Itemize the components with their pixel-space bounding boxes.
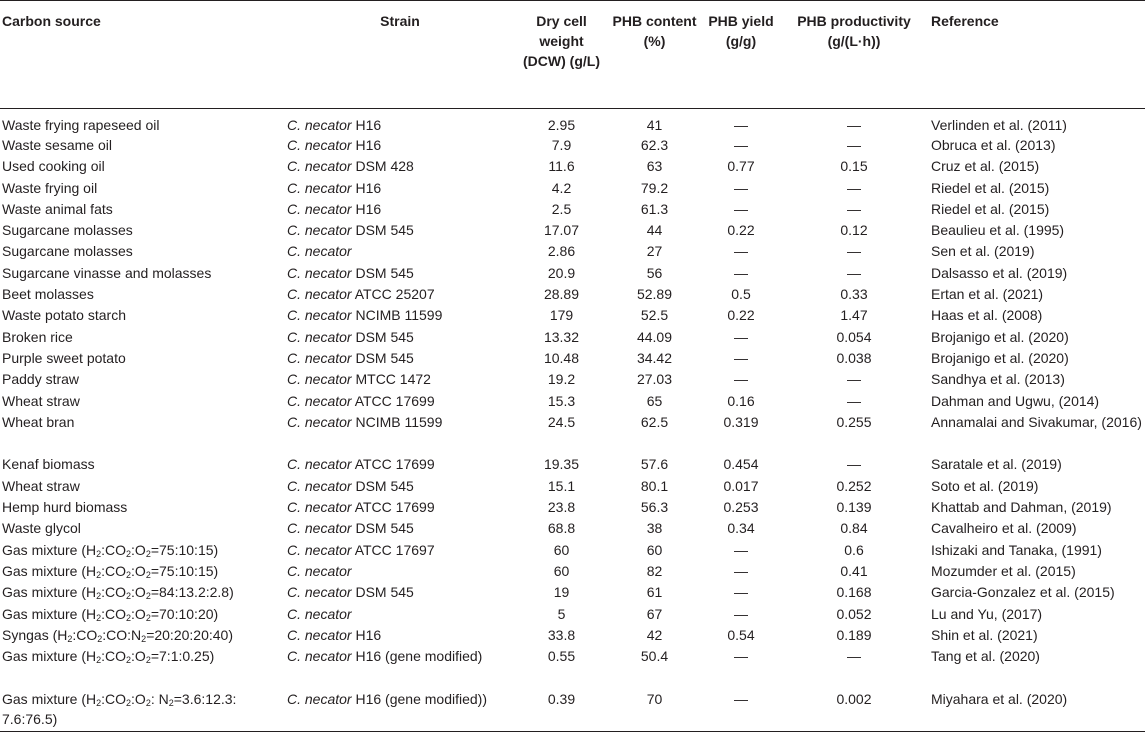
strain-species: C. necator — [287, 222, 352, 239]
cell-carbon-source: Broken rice — [2, 328, 73, 345]
strain-id: ATCC 17699 — [351, 392, 435, 409]
cell-phb-content: 70 — [646, 690, 663, 707]
cell-phb-content: 56 — [646, 264, 663, 281]
cell-reference: Brojanigo et al. (2020) — [931, 328, 1069, 345]
header-strain: Strain — [380, 13, 420, 29]
strain-species: C. necator — [287, 349, 352, 366]
cell-reference: Ishizaki and Tanaka, (1991) — [931, 541, 1102, 558]
cell-phb-content: 62.5 — [640, 413, 669, 430]
cell-dcw: 179 — [549, 307, 574, 324]
strain-species: C. necator — [287, 648, 352, 665]
cell-phb-yield: — — [734, 243, 748, 260]
cell-phb-yield: 0.54 — [727, 626, 755, 643]
strain-id: H16 — [351, 626, 382, 643]
cell-phb-content: 27.03 — [636, 371, 673, 388]
table-row — [0, 348, 1145, 369]
cell-carbon-source: Gas mixture $(H_2:CO_2:O_2=70:10:20)$ — [2, 605, 219, 623]
header-reference: Reference — [931, 13, 999, 29]
header-phb-content: PHB content (%) — [612, 13, 697, 49]
table-row — [0, 497, 1145, 518]
cell-reference: Riedel et al. (2015) — [931, 200, 1050, 217]
strain-id: H16 — [351, 117, 382, 133]
cell-phb-yield: — — [734, 179, 748, 196]
cell-phb-yield: — — [734, 264, 748, 281]
cell-dcw: 10.48 — [543, 349, 580, 366]
cell-phb-yield: 0.77 — [727, 158, 755, 175]
table-row — [0, 561, 1145, 582]
strain-id: DSM 545 — [351, 520, 414, 537]
table-row — [0, 135, 1145, 156]
cell-phb-productivity: 0.038 — [836, 349, 872, 366]
cell-reference: Tang et al. (2020) — [931, 648, 1040, 665]
cell-carbon-source: Hemp hurd biomass — [2, 499, 128, 516]
cell-dcw: 15.1 — [547, 477, 576, 494]
strain-species: C. necator — [287, 605, 352, 622]
cell-strain — [285, 540, 515, 561]
cell-phb-content: 79.2 — [640, 179, 669, 196]
cell-phb-yield: — — [734, 648, 748, 665]
cell-phb-productivity: 0.054 — [836, 328, 872, 345]
cell-carbon-source: Waste animal fats — [2, 200, 113, 217]
cell-dcw: 24.5 — [547, 413, 576, 430]
cell-dcw: 0.55 — [547, 648, 576, 665]
table-row — [0, 305, 1145, 326]
cell-phb-yield: — — [734, 117, 748, 133]
cell-reference: Beaulieu et al. (1995) — [931, 222, 1065, 239]
cell-reference: Obruca et al. (2013) — [931, 137, 1056, 153]
strain-species: C. necator — [287, 117, 352, 133]
strain-species: C. necator — [287, 584, 352, 601]
cell-dcw: 4.2 — [551, 179, 572, 196]
cell-phb-productivity: 0.41 — [840, 562, 868, 579]
cell-phb-content: 57.6 — [640, 456, 669, 473]
cell-strain — [285, 497, 515, 518]
cell-reference: Garcia-Gonzalez et al. (2015) — [931, 584, 1115, 601]
cell-phb-yield: — — [734, 584, 748, 601]
strain-id: H16 — [351, 179, 382, 196]
strain-id: DSM 545 — [351, 222, 414, 239]
strain-id: H16 — [351, 137, 382, 153]
cell-phb-productivity: — — [847, 117, 861, 133]
cell-phb-productivity: 0.255 — [836, 413, 872, 430]
cell-phb-yield: — — [734, 562, 748, 579]
cell-phb-content: 50.4 — [640, 648, 669, 665]
cell-carbon-source: Gas mixture ($H_2:CO_2:O_2$: $N_2=3.6:12.3$: 7.6:76.5) — [2, 690, 237, 727]
cell-phb-yield: — — [734, 328, 748, 345]
cell-reference: Dahman and Ugwu, (2014) — [931, 392, 1100, 409]
strain-species: C. necator — [287, 328, 352, 345]
table-row — [0, 220, 1145, 241]
cell-reference: Khattab and Dahman, (2019) — [931, 499, 1112, 516]
cell-phb-content: 60 — [646, 541, 663, 558]
cell-phb-yield: — — [734, 371, 748, 388]
cell-dcw: 17.07 — [543, 222, 580, 239]
cell-dcw: 0.39 — [547, 690, 576, 707]
cell-reference: Riedel et al. (2015) — [931, 179, 1050, 196]
table-row — [0, 646, 1145, 689]
cell-carbon-source: Waste frying oil — [2, 179, 98, 196]
table-row — [0, 156, 1145, 177]
cell-carbon-source: Gas mixture $(H_2:CO_2:O_2=75:10:15)$ — [2, 541, 219, 559]
cell-phb-productivity: 0.139 — [836, 499, 872, 516]
cell-strain — [285, 646, 515, 689]
cell-dcw: 60 — [553, 541, 570, 558]
cell-phb-content: 67 — [646, 605, 663, 622]
cell-dcw: 19.2 — [547, 371, 576, 388]
cell-dcw: 28.89 — [543, 286, 580, 303]
cell-phb-productivity: — — [847, 371, 861, 388]
cell-phb-productivity: 0.189 — [836, 626, 872, 643]
strain-species: C. necator — [287, 626, 352, 643]
cell-phb-productivity: 0.15 — [840, 158, 868, 175]
cell-reference: Cruz et al. (2015) — [931, 158, 1040, 175]
cell-phb-content: 44 — [646, 222, 663, 239]
header-phb-productivity: PHB productivity (g/(L·h)) — [797, 13, 911, 49]
header-carbon-source: Carbon source — [2, 13, 101, 29]
cell-carbon-source: Syngas $(H_2:CO_2:CO:N_2=20:20:20:40)$ — [2, 626, 233, 644]
strain-id: ATCC 17699 — [351, 456, 435, 473]
cell-carbon-source: Gas mixture $(H_2:CO_2:O_2=84:13.2:2.8)$ — [2, 584, 234, 602]
cell-phb-content: 52.5 — [640, 307, 669, 324]
cell-reference: Miyahara et al. (2020) — [931, 690, 1068, 707]
strain-species: C. necator — [287, 477, 352, 494]
cell-phb-yield: 0.454 — [723, 456, 759, 473]
strain-species: C. necator — [287, 456, 352, 473]
cell-dcw: 11.6 — [548, 158, 575, 175]
cell-reference: Saratale et al. (2019) — [931, 456, 1062, 473]
cell-dcw: 20.9 — [547, 264, 576, 281]
cell-reference: Dalsasso et al. (2019) — [931, 264, 1068, 281]
cell-phb-yield: 0.319 — [723, 413, 759, 430]
cell-phb-content: 52.89 — [636, 286, 673, 303]
cell-carbon-source: Waste glycol — [2, 520, 81, 537]
cell-carbon-source: Gas mixture $(H_2:CO_2:O_2=7:1:0.25)$ — [2, 648, 215, 666]
cell-strain — [285, 305, 515, 326]
cell-phb-productivity: 0.84 — [840, 520, 868, 537]
cell-dcw: 15.3 — [547, 392, 576, 409]
cell-strain — [285, 220, 515, 241]
cell-carbon-source: Sugarcane molasses — [2, 222, 133, 239]
table-row — [0, 476, 1145, 497]
strain-id: DSM 545 — [351, 264, 414, 281]
cell-dcw: 33.8 — [547, 626, 576, 643]
table-row — [0, 109, 1145, 136]
strain-species: C. necator — [287, 158, 352, 175]
cell-phb-productivity: — — [847, 392, 861, 409]
cell-phb-yield: — — [734, 200, 748, 217]
cell-strain — [285, 327, 515, 348]
strain-id: DSM 545 — [351, 477, 414, 494]
strain-id: NCIMB 11599 — [351, 413, 443, 430]
cell-phb-content: 44.09 — [636, 328, 673, 345]
cell-strain — [285, 561, 515, 582]
table-row — [0, 582, 1145, 603]
cell-phb-content: 34.42 — [636, 349, 673, 366]
cell-reference: Mozumder et al. (2015) — [931, 562, 1076, 579]
cell-phb-content: 42 — [646, 626, 663, 643]
cell-phb-content: 80.1 — [640, 477, 669, 494]
strain-id: DSM 428 — [351, 158, 414, 175]
cell-carbon-source: Wheat straw — [2, 477, 80, 494]
cell-phb-yield: 0.16 — [727, 392, 755, 409]
cell-phb-yield: — — [734, 541, 748, 558]
table-row — [0, 391, 1145, 412]
cell-phb-productivity: 0.12 — [840, 222, 868, 239]
cell-strain — [285, 518, 515, 539]
cell-carbon-source: Sugarcane molasses — [2, 243, 133, 260]
strain-species: C. necator — [287, 307, 352, 324]
strain-species: C. necator — [287, 264, 352, 281]
cell-phb-content: 62.3 — [640, 137, 669, 153]
strain-species: C. necator — [287, 541, 352, 558]
table-row — [0, 689, 1145, 732]
table-row — [0, 263, 1145, 284]
cell-phb-productivity: — — [847, 200, 861, 217]
table-header-row — [0, 1, 1145, 109]
strain-species: C. necator — [287, 179, 352, 196]
strain-species: C. necator — [287, 243, 352, 260]
cell-carbon-source: Purple sweet potato — [2, 349, 126, 366]
cell-phb-productivity: — — [847, 648, 861, 665]
cell-dcw: 5 — [557, 605, 566, 622]
cell-carbon-source: Waste potato starch — [2, 307, 126, 324]
cell-phb-content: 63 — [646, 158, 663, 175]
cell-reference: Brojanigo et al. (2020) — [931, 349, 1069, 366]
table-row — [0, 284, 1145, 305]
header-phb-yield: PHB yield (g/g) — [708, 13, 774, 49]
table-row — [0, 412, 1145, 455]
strain-id: ATCC 17697 — [351, 541, 435, 558]
strain-species: C. necator — [287, 413, 352, 430]
cell-strain — [285, 284, 515, 305]
cell-reference: Sen et al. (2019) — [931, 243, 1035, 260]
strain-species: C. necator — [287, 200, 352, 217]
cell-carbon-source: Used cooking oil — [2, 158, 105, 175]
cell-phb-productivity: — — [847, 179, 861, 196]
cell-phb-productivity: — — [847, 456, 861, 473]
cell-dcw: 2.86 — [547, 243, 576, 260]
cell-dcw: 68.8 — [547, 520, 576, 537]
cell-dcw: 19 — [553, 584, 570, 601]
cell-phb-yield: 0.22 — [727, 307, 755, 324]
table-row — [0, 604, 1145, 625]
cell-carbon-source: Wheat straw — [2, 392, 80, 409]
cell-phb-yield: — — [734, 605, 748, 622]
cell-strain — [285, 454, 515, 475]
strain-species: C. necator — [287, 371, 352, 388]
table-row — [0, 540, 1145, 561]
cell-phb-content: 41 — [646, 117, 663, 133]
cell-strain — [285, 689, 515, 732]
cell-phb-content: 27 — [646, 243, 663, 260]
cell-carbon-source: Gas mixture $(H_2:CO_2:O_2=75:10:15)$ — [2, 562, 219, 580]
strain-id: NCIMB 11599 — [351, 307, 443, 324]
table-row — [0, 518, 1145, 539]
table-row — [0, 241, 1145, 262]
cell-dcw: 2.95 — [547, 117, 576, 133]
table-row — [0, 178, 1145, 199]
cell-strain — [285, 412, 515, 455]
cell-carbon-source: Beet molasses — [2, 286, 94, 303]
table-row — [0, 369, 1145, 390]
cell-strain — [285, 199, 515, 220]
strain-id: H16 — [351, 200, 382, 217]
cell-dcw: 2.5 — [551, 200, 572, 217]
cell-strain — [285, 263, 515, 284]
strain-id: ATCC 17699 — [351, 499, 435, 516]
cell-phb-content: 61.3 — [640, 200, 669, 217]
cell-phb-content: 56.3 — [640, 499, 669, 516]
cell-reference: Lu and Yu, (2017) — [931, 605, 1043, 622]
cell-dcw: 23.8 — [547, 499, 576, 516]
cell-dcw: 19.35 — [543, 456, 580, 473]
cell-reference: Cavalheiro et al. (2009) — [931, 520, 1077, 537]
cell-phb-productivity: 0.168 — [836, 584, 872, 601]
cell-strain — [285, 391, 515, 412]
cell-phb-yield: — — [734, 137, 748, 153]
cell-strain — [285, 348, 515, 369]
cell-carbon-source: Paddy straw — [2, 371, 80, 388]
cell-strain — [285, 156, 515, 177]
cell-strain — [285, 369, 515, 390]
cell-reference: Soto et al. (2019) — [931, 477, 1039, 494]
cell-strain — [285, 582, 515, 603]
cell-reference: Sandhya et al. (2013) — [931, 371, 1065, 388]
cell-phb-productivity: 0.252 — [836, 477, 872, 494]
strain-id: DSM 545 — [351, 584, 414, 601]
strain-id: ATCC 25207 — [351, 286, 435, 303]
cell-phb-productivity: 0.052 — [836, 605, 872, 622]
cell-dcw: 60 — [553, 562, 570, 579]
header-dcw: Dry cell weight (DCW) (g/L) — [523, 13, 600, 69]
strain-species: C. necator — [287, 392, 352, 409]
cell-phb-yield: 0.34 — [727, 520, 755, 537]
cell-reference: Annamalai and Sivakumar, (2016) — [931, 413, 1142, 430]
cell-carbon-source: Sugarcane vinasse and molasses — [2, 264, 212, 281]
cell-dcw: 13.32 — [543, 328, 580, 345]
cell-phb-content: 38 — [646, 520, 663, 537]
cell-phb-productivity: — — [847, 137, 861, 153]
cell-strain — [285, 178, 515, 199]
cell-carbon-source: Wheat bran — [2, 413, 75, 430]
cell-carbon-source: Kenaf biomass — [2, 456, 95, 473]
table-row — [0, 625, 1145, 646]
cell-carbon-source: Waste sesame oil — [2, 137, 112, 153]
cell-phb-productivity: 0.33 — [840, 286, 868, 303]
cell-strain — [285, 476, 515, 497]
cell-phb-yield: 0.22 — [727, 222, 755, 239]
cell-dcw: 7.9 — [551, 137, 572, 153]
cell-phb-content: 65 — [646, 392, 663, 409]
strain-id: MTCC 1472 — [351, 371, 431, 388]
strain-species: C. necator — [287, 286, 352, 303]
table-row — [0, 199, 1145, 220]
cell-reference: Shin et al. (2021) — [931, 626, 1038, 643]
cell-strain — [285, 135, 515, 156]
cell-phb-yield: 0.253 — [723, 499, 759, 516]
strain-species: C. necator — [287, 520, 352, 537]
cell-phb-yield: — — [734, 349, 748, 366]
cell-phb-yield: — — [734, 690, 748, 707]
table-body — [0, 109, 1145, 732]
cell-phb-productivity: — — [847, 264, 861, 281]
cell-phb-productivity: — — [847, 243, 861, 260]
cell-strain — [285, 241, 515, 262]
strain-id: DSM 545 — [351, 328, 414, 345]
cell-phb-yield: 0.5 — [731, 286, 751, 303]
cell-reference: Haas et al. (2008) — [931, 307, 1043, 324]
cell-carbon-source: Waste frying rapeseed oil — [2, 117, 160, 133]
cell-reference: Ertan et al. (2021) — [931, 286, 1044, 303]
cell-strain — [285, 109, 515, 136]
strain-id: H16 (gene modified)) — [351, 690, 487, 707]
cell-phb-productivity: 0.002 — [836, 690, 872, 707]
strain-species: C. necator — [287, 690, 352, 707]
table-row — [0, 454, 1145, 475]
cell-phb-content: 82 — [646, 562, 663, 579]
strain-species: C. necator — [287, 562, 352, 579]
strain-id: DSM 545 — [351, 349, 414, 366]
cell-strain — [285, 625, 515, 646]
cell-strain — [285, 604, 515, 625]
table-row — [0, 327, 1145, 348]
cell-phb-productivity: 0.6 — [844, 541, 864, 558]
cell-phb-productivity: 1.47 — [840, 307, 868, 324]
strain-id: H16 (gene modified) — [351, 648, 483, 665]
cell-phb-yield: 0.017 — [723, 477, 759, 494]
strain-species: C. necator — [287, 137, 352, 153]
strain-species: C. necator — [287, 499, 352, 516]
cell-phb-content: 61 — [646, 584, 663, 601]
cell-reference: Verlinden et al. (2011) — [931, 117, 1067, 133]
